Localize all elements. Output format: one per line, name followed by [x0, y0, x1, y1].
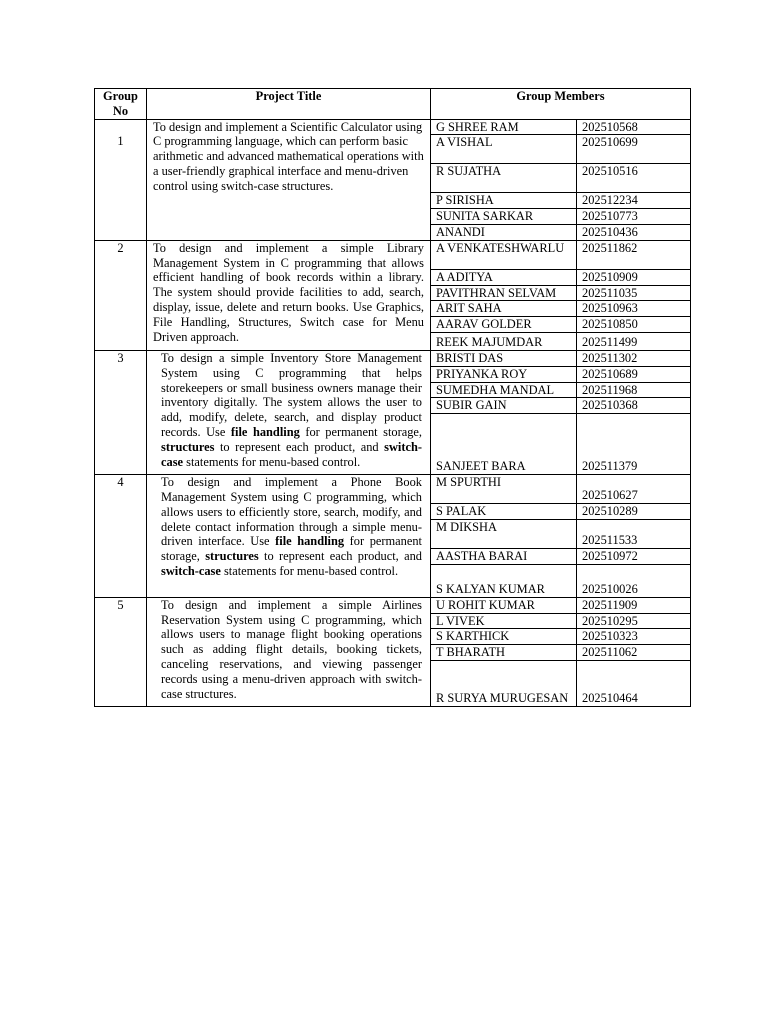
member-name: U ROHIT KUMAR — [431, 597, 577, 613]
title-emphasis: switch-case — [161, 439, 422, 469]
member-id: 202510436 — [577, 224, 691, 240]
member-name: G SHREE RAM — [431, 119, 577, 135]
title-emphasis: switch-case — [161, 563, 221, 578]
member-id: 202510850 — [577, 317, 691, 333]
table-row — [95, 350, 691, 366]
member-id: 202511968 — [577, 382, 691, 398]
group-number-text: 1 — [117, 133, 124, 148]
member-id: 202511909 — [577, 597, 691, 613]
member-name: P SIRISHA — [431, 193, 577, 209]
member-id: 202510289 — [577, 504, 691, 520]
member-name: A VENKATESHWARLU — [431, 240, 577, 269]
member-id: 202510295 — [577, 613, 691, 629]
group-number — [95, 119, 147, 240]
member-id: 202510972 — [577, 548, 691, 564]
member-name: L VIVEK — [431, 613, 577, 629]
member-name: A VISHAL — [431, 135, 577, 164]
title-text: statements for menu-based control. — [220, 563, 399, 578]
group-number: 2 — [95, 240, 147, 350]
member-name: A ADITYA — [431, 269, 577, 285]
member-name: T BHARATH — [431, 645, 577, 661]
member-name: S KARTHICK — [431, 629, 577, 645]
title-emphasis: structures — [161, 439, 215, 454]
member-id: 202510516 — [577, 164, 691, 193]
project-title: To design and implement a Scientific Calculator using C programming language, which can perform basic arithmetic and advanced mathematical operations with a user-friendly graphical interface and menu-driven control using switch-case structures. — [147, 119, 431, 240]
member-id: 202511062 — [577, 645, 691, 661]
member-id: 202510699 — [577, 135, 691, 164]
member-id: 202510909 — [577, 269, 691, 285]
project-title — [147, 475, 431, 598]
title-emphasis: structures — [205, 549, 259, 564]
project-title: To design and implement a simple Airlines Reservation System using C programming, which allows users to manage flight booking operations such as adding flight details, booking tickets, canceling reservations, and viewing passenger records using a menu-driven approach with switch-case structures. — [147, 597, 431, 706]
member-id: 202511499 — [577, 332, 691, 350]
member-name: AARAV GOLDER — [431, 317, 577, 333]
member-id: 202511533 — [577, 519, 691, 548]
project-groups-table — [94, 88, 691, 707]
title-emphasis: file handling — [275, 534, 345, 549]
title-text: for permanent storage, — [161, 534, 422, 564]
member-id: 202510368 — [577, 398, 691, 414]
member-name: M DIKSHA — [431, 519, 577, 548]
title-text: statements for menu-based control. — [183, 454, 361, 469]
member-id: 202510026 — [577, 564, 691, 597]
member-id: 202511862 — [577, 240, 691, 269]
member-id: 202512234 — [577, 193, 691, 209]
member-id: 202510627 — [577, 475, 691, 504]
member-name: ARIT SAHA — [431, 301, 577, 317]
title-text: To design and implement a Phone Book Management System using C programming, which allows users to efficiently store, search, modify, and delete contact information through a simple menu-driven interface. Use — [161, 475, 422, 549]
member-name: SUNITA SARKAR — [431, 209, 577, 225]
member-name: S KALYAN KUMAR — [431, 564, 577, 597]
member-name: AASTHA BARAI — [431, 548, 577, 564]
member-name: REEK MAJUMDAR — [431, 332, 577, 350]
member-name: SUMEDHA MANDAL — [431, 382, 577, 398]
header-group-no: Group No — [95, 89, 147, 120]
group-number: 5 — [95, 597, 147, 706]
project-title — [147, 350, 431, 474]
member-name: BRISTI DAS — [431, 350, 577, 366]
member-id: 202511379 — [577, 414, 691, 475]
title-emphasis: file handling — [230, 424, 300, 439]
member-id: 202510773 — [577, 209, 691, 225]
member-id: 202510323 — [577, 629, 691, 645]
title-text: To design a simple Inventory Store Management System using C programming that helps storekeepers or small business owners manage their inventory digitally. The system allows the user to add, modify, delete, search, and display product records. Use — [161, 350, 422, 439]
member-name: M SPURTHI — [431, 475, 577, 504]
title-text: for permanent storage, — [299, 424, 423, 439]
table-row — [95, 475, 691, 504]
title-text: to represent each product, and — [214, 439, 385, 454]
header-project-title: Project Title — [147, 89, 431, 120]
table-row — [95, 240, 691, 269]
member-id: 202511035 — [577, 285, 691, 301]
table-row — [95, 119, 691, 135]
member-name: PAVITHRAN SELVAM — [431, 285, 577, 301]
member-name: S PALAK — [431, 504, 577, 520]
group-number: 3 — [95, 350, 147, 474]
member-id: 202510568 — [577, 119, 691, 135]
member-id: 202510963 — [577, 301, 691, 317]
member-id: 202510689 — [577, 366, 691, 382]
member-name: SUBIR GAIN — [431, 398, 577, 414]
title-text: to represent each product, and — [258, 549, 422, 564]
member-name: SANJEET BARA — [431, 414, 577, 475]
group-number: 4 — [95, 475, 147, 598]
member-id: 202510464 — [577, 660, 691, 706]
member-name: R SUJATHA — [431, 164, 577, 193]
table-row — [95, 597, 691, 613]
member-name: R SURYA MURUGESAN — [431, 660, 577, 706]
project-title: To design and implement a simple Library Management System in C programming that allows efficient handling of book records within a library. The system should provide facilities to add, search, display, issue, delete and return books. Use Graphics, File Handling, Structures, Switch case for Menu Driven approach. — [147, 240, 431, 350]
header-row — [95, 89, 691, 120]
member-name: PRIYANKA ROY — [431, 366, 577, 382]
member-name: ANANDI — [431, 224, 577, 240]
member-id: 202511302 — [577, 350, 691, 366]
header-group-members: Group Members — [431, 89, 691, 120]
